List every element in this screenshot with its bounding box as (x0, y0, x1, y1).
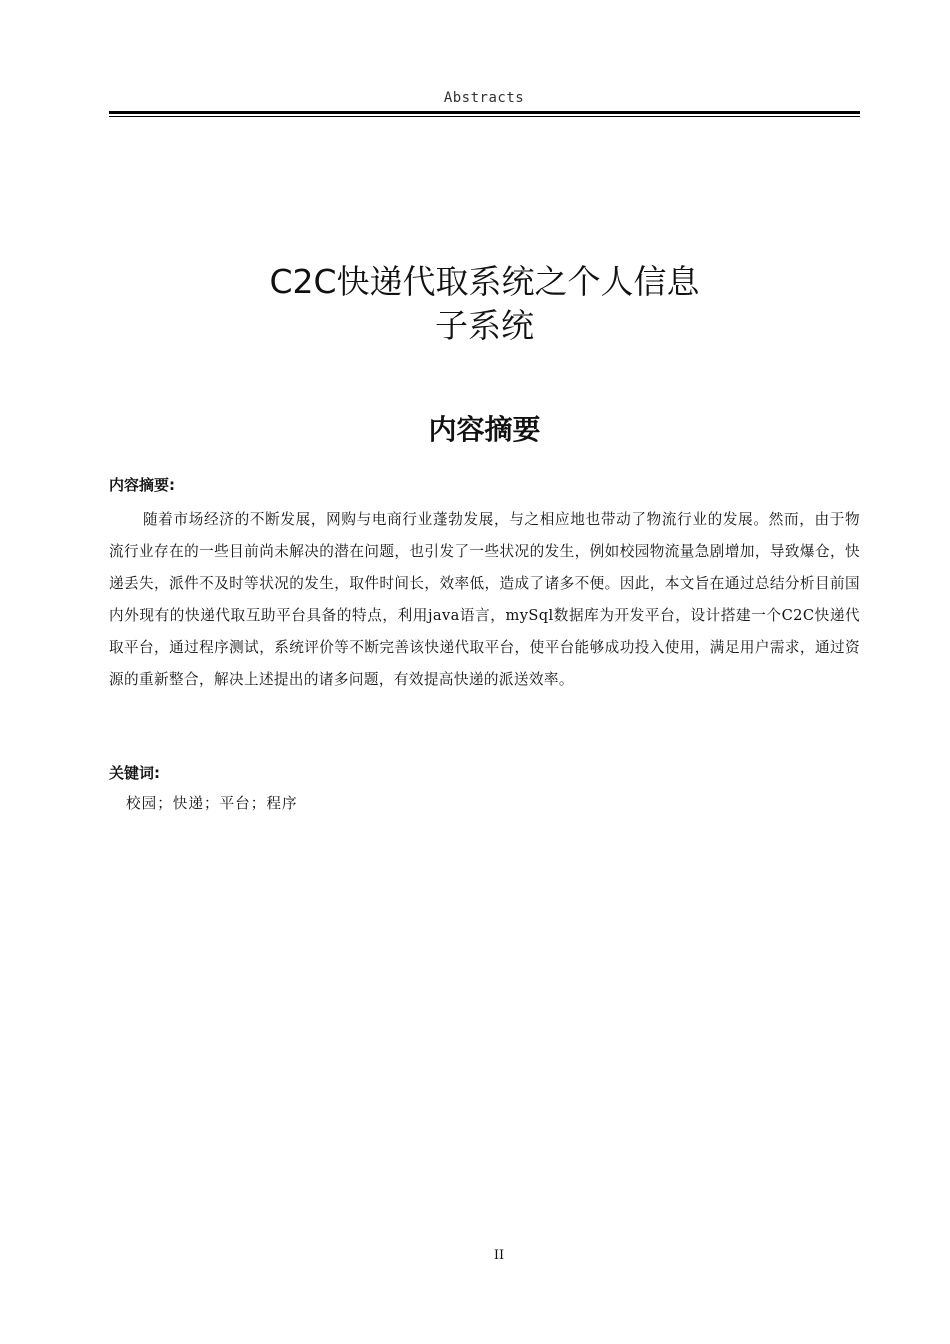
title-line-2: 子系统 (435, 306, 534, 345)
section-heading: 内容摘要 (428, 413, 541, 446)
keywords-label: 关键词: (109, 764, 160, 782)
abstract-paragraph: 随着市场经济的不断发展，网购与电商行业蓬勃发展，与之相应地也带动了物流行业的发展。然而，由于物流行业存在的一些目前尚未解决的潜在问题，也引发了一些状况的发生，例如校园物流量急剧增加，导致爆仓，快递丢失，派件不及时等状况的发生，取件时间长，效率低，造成了诸多不便。因此，本文旨在通过总结分析目前国内外现有的快递代取互助平台具备的特点，利用java语言，mySql数据库为开发平台，设计搭建一个C2C快递代取平台，通过程序测试，系统评价等不断完善该快递代取平台，使平台能够成功投入使用，满足用户需求，通过资源的重新整合，解决上述提出的诸多问题，有效提高快递的派送效率。 (109, 511, 860, 688)
header-rule-thin (109, 116, 860, 117)
title-line-1: C2C快递代取系统之个人信息 (269, 262, 700, 301)
page-number: II (493, 1248, 505, 1263)
header-rule-thick (109, 111, 860, 114)
abstract-label: 内容摘要: (109, 476, 175, 494)
keywords-list: 校园；快递；平台；程序 (126, 795, 298, 812)
running-header: Abstracts (443, 90, 525, 106)
document-title (109, 260, 860, 348)
